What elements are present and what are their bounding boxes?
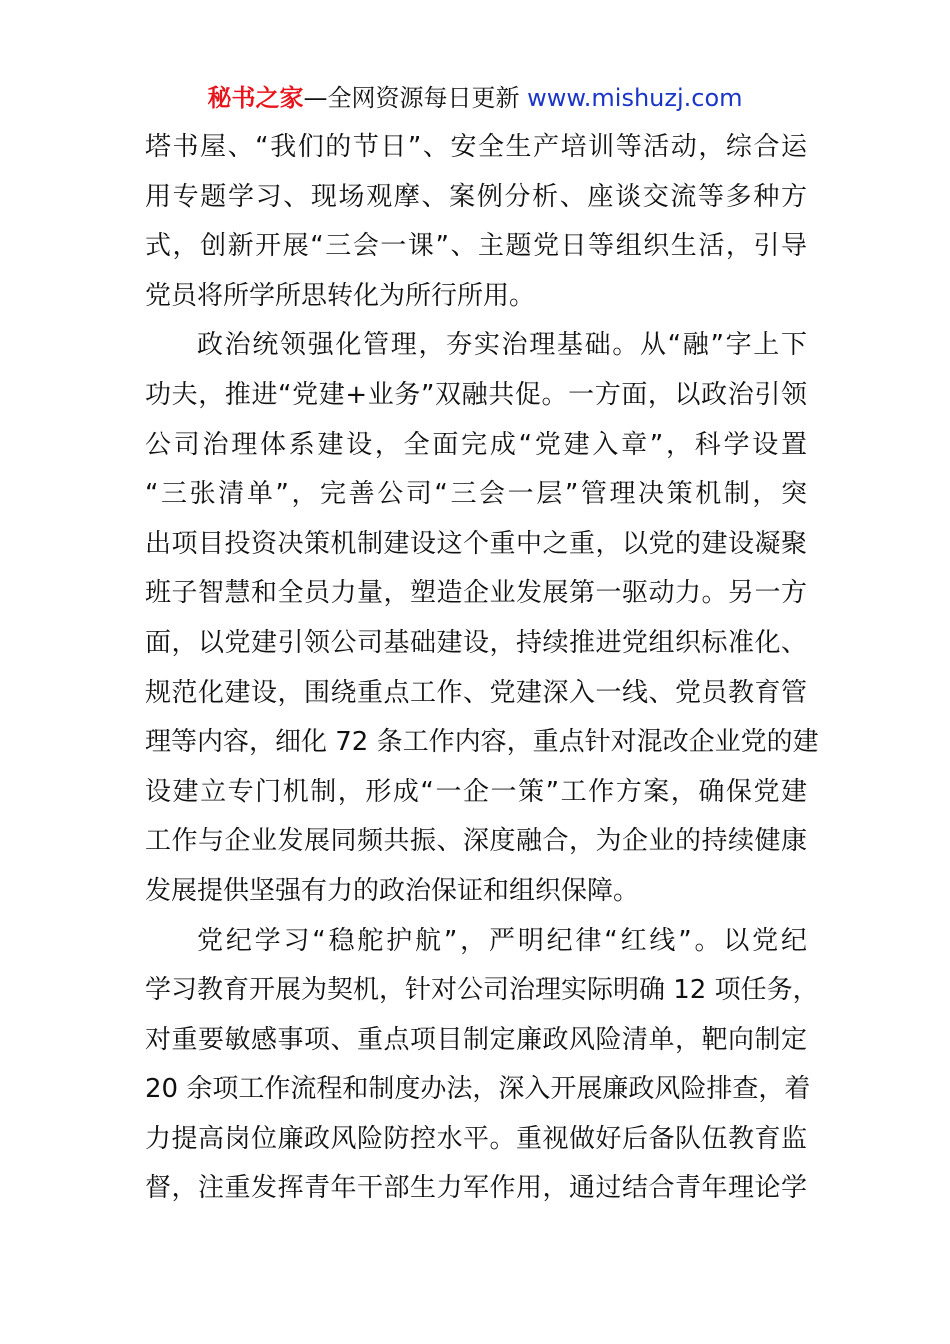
text-line: 对重要敏感事项、重点项目制定廉政风险清单，靶向制定 xyxy=(145,1024,807,1055)
text-line: 班子智慧和全员力量，塑造企业发展第一驱动力。另一方 xyxy=(145,578,807,609)
text-line: 20 余项工作流程和制度办法，深入开展廉政风险排查，着 xyxy=(145,1074,811,1105)
paragraph-first-line: 党纪学习“稳舵护航”，严明纪律“红线”。以党纪 xyxy=(197,925,807,956)
text-line: 公司治理体系建设，全面完成“党建入章”，科学设置 xyxy=(145,429,807,460)
text-line: 设建立专门机制，形成“一企一策”工作方案，确保党建 xyxy=(145,776,807,807)
paragraph-first-line: 政治统领强化管理，夯实治理基础。从“融”字上下 xyxy=(197,330,807,361)
text-line: 工作与企业发展同频共振、深度融合，为企业的持续健康 xyxy=(145,826,807,857)
text-line: 学习教育开展为契机，针对公司治理实际明确 12 项任务， xyxy=(145,975,819,1006)
text-line: 力提高岗位廉政风险防控水平。重视做好后备队伍教育监 xyxy=(145,1123,807,1154)
text-line: 督，注重发挥青年干部生力军作用，通过结合青年理论学 xyxy=(145,1173,807,1204)
text-line: 发展提供坚强有力的政治保证和组织保障。 xyxy=(145,875,640,906)
site-brand: 秘书之家 xyxy=(207,84,304,112)
text-line: 用专题学习、现场观摩、案例分析、座谈交流等多种方 xyxy=(145,181,807,212)
text-line: 规范化建设，围绕重点工作、党建深入一线、党员教育管 xyxy=(145,677,807,708)
text-line: 党员将所学所思转化为所行所用。 xyxy=(145,280,536,311)
text-line: 理等内容，细化 72 条工作内容，重点针对混改企业党的建 xyxy=(145,727,819,758)
document-body xyxy=(145,127,819,1218)
text-line: 功夫，推进“党建+业务”双融共促。一方面，以政治引领 xyxy=(145,379,807,410)
text-line: “三张清单”，完善公司“三会一层”管理决策机制，突 xyxy=(145,479,807,510)
text-line: 面，以党建引领公司基础建设，持续推进党组织标准化、 xyxy=(145,627,807,658)
text-line: 出项目投资决策机制建设这个重中之重，以党的建设凝聚 xyxy=(145,528,807,559)
text-line: 塔书屋、“我们的节日”、安全生产培训等活动，综合运 xyxy=(145,132,807,162)
site-tagline: —全网资源每日更新 xyxy=(303,84,528,112)
text-line: 式，创新开展“三会一课”、主题党日等组织生活，引导 xyxy=(145,231,807,262)
site-header xyxy=(0,80,950,116)
site-url-link[interactable]: www.mishuzj.com xyxy=(527,84,743,112)
